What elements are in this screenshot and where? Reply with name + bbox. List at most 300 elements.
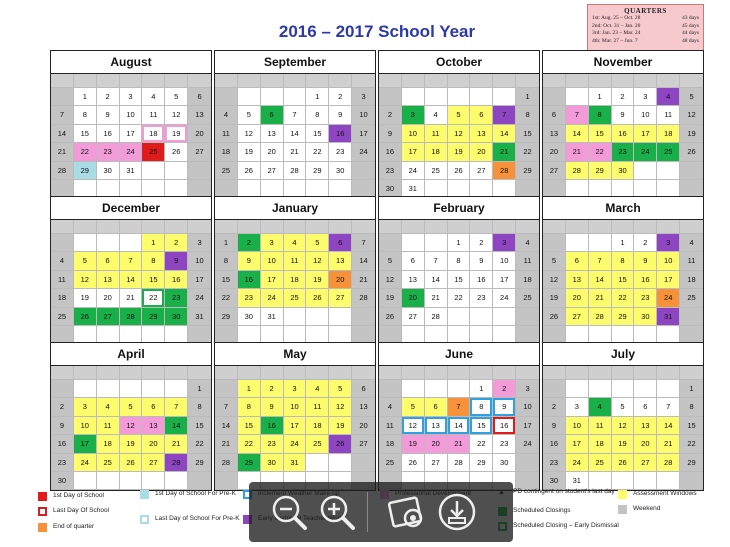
- day-cell: 2: [97, 88, 120, 106]
- day-cell: 18: [425, 143, 448, 161]
- day-cell: 29: [612, 308, 635, 326]
- day-cell: 21: [215, 435, 238, 453]
- month-name: January: [215, 197, 375, 220]
- day-cell: 18: [284, 271, 307, 289]
- weekday-header: [425, 220, 448, 234]
- empty-cell: [543, 88, 566, 106]
- day-cell: 21: [448, 435, 471, 453]
- day-cell: 23: [379, 162, 402, 180]
- day-cell: 29: [470, 454, 493, 472]
- weekday-header: [238, 220, 261, 234]
- day-cell: 31: [188, 308, 211, 326]
- empty-cell: [51, 88, 74, 106]
- day-cell: 5: [306, 234, 329, 252]
- weekday-header: [634, 366, 657, 380]
- month-grid: [379, 74, 539, 198]
- day-cell: 13: [470, 125, 493, 143]
- month-name: June: [379, 343, 539, 366]
- legend-swatch: [618, 505, 627, 514]
- month-january: [214, 196, 376, 345]
- day-cell: 3: [566, 398, 589, 416]
- day-cell: 2: [470, 234, 493, 252]
- weekday-header: [215, 220, 238, 234]
- empty-cell: [120, 472, 143, 490]
- download-icon: [435, 490, 479, 534]
- legend-label: End of quarter: [53, 523, 95, 530]
- quarter-row: [588, 23, 703, 31]
- day-cell: 8: [74, 106, 97, 124]
- weekday-header: [165, 220, 188, 234]
- empty-cell: [74, 234, 97, 252]
- day-cell: 2: [329, 88, 352, 106]
- day-cell: 11: [379, 417, 402, 435]
- day-cell: 20: [188, 125, 211, 143]
- day-cell: 27: [566, 308, 589, 326]
- month-grid: [543, 74, 703, 198]
- day-cell: 16: [493, 417, 516, 435]
- day-cell: 24: [284, 435, 307, 453]
- day-cell: 5: [402, 398, 425, 416]
- day-cell: 27: [402, 308, 425, 326]
- day-cell: 15: [470, 417, 493, 435]
- day-cell: 13: [634, 417, 657, 435]
- weekday-header: [329, 220, 352, 234]
- month-name: September: [215, 51, 375, 74]
- day-cell: 27: [543, 162, 566, 180]
- day-cell: 30: [329, 162, 352, 180]
- day-cell: 13: [97, 271, 120, 289]
- day-cell: 21: [493, 143, 516, 161]
- day-cell: 9: [493, 398, 516, 416]
- legend-label: Last Day Of School: [53, 507, 109, 514]
- month-grid: [543, 220, 703, 344]
- day-cell: 26: [165, 143, 188, 161]
- day-cell: 28: [589, 308, 612, 326]
- day-cell: 4: [142, 88, 165, 106]
- day-cell: 17: [261, 271, 284, 289]
- day-cell: 18: [306, 417, 329, 435]
- empty-cell: [329, 454, 352, 472]
- empty-cell: [215, 88, 238, 106]
- day-cell: 15: [238, 417, 261, 435]
- empty-cell: [120, 380, 143, 398]
- day-cell: 27: [329, 289, 352, 307]
- day-cell: 19: [329, 417, 352, 435]
- day-cell: 21: [657, 435, 680, 453]
- day-cell: 29: [516, 162, 539, 180]
- empty-cell: [352, 308, 375, 326]
- day-cell: 25: [284, 289, 307, 307]
- page-title: 2016 – 2017 School Year: [278, 22, 476, 41]
- empty-cell: [634, 162, 657, 180]
- weekday-header: [612, 74, 635, 88]
- toolbar-separator: [367, 492, 368, 532]
- zoom-out-icon: [267, 490, 311, 534]
- day-cell: 27: [97, 308, 120, 326]
- day-cell: 25: [379, 454, 402, 472]
- weekday-header: [425, 366, 448, 380]
- day-cell: 25: [425, 162, 448, 180]
- day-cell: 22: [142, 289, 165, 307]
- month-grid: [379, 366, 539, 490]
- day-cell: 3: [188, 234, 211, 252]
- day-cell: 26: [74, 308, 97, 326]
- legend-label: Scheduled Closing – Early Dismissal: [513, 522, 619, 529]
- zoom-in-button[interactable]: [315, 490, 359, 534]
- month-name: March: [543, 197, 703, 220]
- day-cell: 24: [657, 289, 680, 307]
- day-cell: 11: [589, 417, 612, 435]
- empty-cell: [425, 234, 448, 252]
- day-cell: 3: [74, 398, 97, 416]
- day-cell: 1: [448, 234, 471, 252]
- day-cell: 13: [329, 252, 352, 270]
- day-cell: 9: [470, 252, 493, 270]
- weekday-header: [97, 74, 120, 88]
- weekday-header: [516, 220, 539, 234]
- day-cell: 10: [516, 398, 539, 416]
- empty-cell: [352, 454, 375, 472]
- month-september: [214, 50, 376, 199]
- day-cell: 17: [352, 125, 375, 143]
- weekday-header: [448, 366, 471, 380]
- empty-cell: [634, 472, 657, 490]
- day-cell: 27: [188, 143, 211, 161]
- day-cell: 16: [634, 271, 657, 289]
- day-cell: 30: [543, 472, 566, 490]
- weekday-header: [470, 366, 493, 380]
- day-cell: 30: [634, 308, 657, 326]
- day-cell: 20: [402, 289, 425, 307]
- day-cell: 3: [634, 88, 657, 106]
- month-november: [542, 50, 704, 199]
- legend-label: Weekend: [633, 505, 661, 512]
- day-cell: 18: [680, 271, 703, 289]
- weekday-header: [516, 74, 539, 88]
- day-cell: 7: [425, 252, 448, 270]
- weekday-header: [379, 366, 402, 380]
- day-cell: 5: [448, 106, 471, 124]
- day-cell: 4: [379, 398, 402, 416]
- quarter-label: 3rd: Jan. 23 – Mar. 24: [592, 30, 641, 36]
- day-cell: 29: [74, 162, 97, 180]
- weekday-header: [238, 366, 261, 380]
- empty-cell: [493, 308, 516, 326]
- weekday-header: [402, 74, 425, 88]
- day-cell: 30: [238, 308, 261, 326]
- weekday-header: [566, 74, 589, 88]
- day-cell: 12: [120, 417, 143, 435]
- day-cell: 16: [470, 271, 493, 289]
- day-cell: 20: [543, 143, 566, 161]
- month-name: July: [543, 343, 703, 366]
- empty-cell: [188, 162, 211, 180]
- day-cell: 31: [261, 308, 284, 326]
- quarter-row: [588, 38, 703, 46]
- day-cell: 20: [425, 435, 448, 453]
- legend-swatch: [140, 490, 149, 499]
- weekday-header: [352, 220, 375, 234]
- empty-cell: [516, 308, 539, 326]
- day-cell: 21: [51, 143, 74, 161]
- day-cell: 8: [188, 398, 211, 416]
- day-cell: 15: [142, 271, 165, 289]
- day-cell: 6: [402, 252, 425, 270]
- day-cell: 5: [329, 380, 352, 398]
- day-cell: 6: [329, 234, 352, 252]
- day-cell: 23: [612, 143, 635, 161]
- weekday-header: [634, 74, 657, 88]
- quarter-days: 48 days: [682, 37, 699, 44]
- day-cell: 24: [634, 143, 657, 161]
- day-cell: 14: [657, 417, 680, 435]
- day-cell: 7: [120, 252, 143, 270]
- day-cell: 10: [284, 398, 307, 416]
- day-cell: 28: [51, 162, 74, 180]
- empty-cell: [352, 162, 375, 180]
- day-cell: 24: [352, 143, 375, 161]
- weekday-header: [448, 220, 471, 234]
- day-cell: 8: [238, 398, 261, 416]
- zoom-out-button[interactable]: [267, 490, 311, 534]
- day-cell: 14: [284, 125, 307, 143]
- day-cell: 2: [51, 398, 74, 416]
- month-october: [378, 50, 540, 199]
- month-name: February: [379, 197, 539, 220]
- day-cell: 22: [306, 143, 329, 161]
- day-cell: 24: [566, 454, 589, 472]
- day-cell: 18: [657, 125, 680, 143]
- month-name: December: [51, 197, 211, 220]
- legend-label: Last Day of School For Pre-K: [155, 515, 240, 522]
- empty-cell: [165, 162, 188, 180]
- day-cell: 23: [543, 454, 566, 472]
- day-cell: 14: [493, 125, 516, 143]
- weekday-header: [51, 220, 74, 234]
- day-cell: 1: [306, 88, 329, 106]
- day-cell: 15: [74, 125, 97, 143]
- day-cell: 25: [215, 162, 238, 180]
- weekday-header: [680, 74, 703, 88]
- day-cell: 16: [379, 143, 402, 161]
- empty-cell: [634, 380, 657, 398]
- weekday-header: [74, 220, 97, 234]
- weekday-header: [493, 74, 516, 88]
- day-cell: 15: [589, 125, 612, 143]
- empty-cell: [543, 380, 566, 398]
- day-cell: 27: [352, 435, 375, 453]
- empty-cell: [74, 472, 97, 490]
- day-cell: 19: [238, 143, 261, 161]
- empty-cell: [657, 162, 680, 180]
- day-cell: 10: [657, 252, 680, 270]
- day-cell: 6: [634, 398, 657, 416]
- day-cell: 27: [142, 454, 165, 472]
- day-cell: 14: [425, 271, 448, 289]
- day-cell: 3: [352, 88, 375, 106]
- weekday-header: [120, 220, 143, 234]
- month-may: [214, 342, 376, 491]
- day-cell: 1: [612, 234, 635, 252]
- empty-cell: [543, 234, 566, 252]
- day-cell: 25: [97, 454, 120, 472]
- weekday-header: [142, 220, 165, 234]
- day-cell: 30: [165, 308, 188, 326]
- day-cell: 17: [188, 271, 211, 289]
- quarter-row: [588, 30, 703, 38]
- day-cell: 5: [379, 252, 402, 270]
- day-cell: 28: [425, 308, 448, 326]
- day-cell: 29: [680, 454, 703, 472]
- day-cell: 5: [74, 252, 97, 270]
- day-cell: 26: [680, 143, 703, 161]
- day-cell: 1: [470, 380, 493, 398]
- day-cell: 26: [402, 454, 425, 472]
- day-cell: 17: [634, 125, 657, 143]
- empty-cell: [306, 308, 329, 326]
- weekday-header: [657, 74, 680, 88]
- day-cell: 7: [493, 106, 516, 124]
- legend-label: Assessment Windows: [633, 490, 697, 497]
- day-cell: 1: [188, 380, 211, 398]
- day-cell: 23: [238, 289, 261, 307]
- day-cell: 21: [165, 435, 188, 453]
- weekday-header: [657, 220, 680, 234]
- empty-cell: [284, 308, 307, 326]
- day-cell: 20: [261, 143, 284, 161]
- weekday-header: [402, 220, 425, 234]
- day-cell: 17: [284, 417, 307, 435]
- day-cell: 15: [680, 417, 703, 435]
- day-cell: 19: [74, 289, 97, 307]
- weekday-header: [74, 74, 97, 88]
- weekday-header: [470, 74, 493, 88]
- weekday-header: [612, 220, 635, 234]
- day-cell: 24: [188, 289, 211, 307]
- day-cell: 22: [448, 289, 471, 307]
- weekday-header: [188, 74, 211, 88]
- month-grid: [51, 74, 211, 198]
- day-cell: 6: [543, 106, 566, 124]
- empty-cell: [470, 88, 493, 106]
- weekday-header: [261, 74, 284, 88]
- day-cell: 9: [97, 106, 120, 124]
- month-grid: [215, 220, 375, 344]
- day-cell: 31: [657, 308, 680, 326]
- day-cell: 3: [284, 380, 307, 398]
- weekday-header: [680, 366, 703, 380]
- empty-cell: [329, 308, 352, 326]
- weekday-header: [51, 366, 74, 380]
- day-cell: 27: [470, 162, 493, 180]
- day-cell: 29: [589, 162, 612, 180]
- day-cell: 11: [657, 106, 680, 124]
- day-cell: 22: [215, 289, 238, 307]
- day-cell: 27: [634, 454, 657, 472]
- day-cell: 1: [238, 380, 261, 398]
- day-cell: 10: [493, 252, 516, 270]
- quarter-row: [588, 15, 703, 23]
- day-cell: 9: [238, 252, 261, 270]
- day-cell: 4: [215, 106, 238, 124]
- day-cell: 3: [516, 380, 539, 398]
- weekday-header: [657, 366, 680, 380]
- day-cell: 13: [566, 271, 589, 289]
- day-cell: 7: [448, 398, 471, 416]
- empty-cell: [51, 234, 74, 252]
- day-cell: 19: [543, 289, 566, 307]
- day-cell: 12: [379, 271, 402, 289]
- weekday-header: [238, 74, 261, 88]
- weekday-header: [493, 220, 516, 234]
- day-cell: 23: [261, 435, 284, 453]
- day-cell: 17: [120, 125, 143, 143]
- empty-cell: [51, 380, 74, 398]
- image-view-button[interactable]: [385, 490, 429, 534]
- download-button[interactable]: [435, 490, 479, 534]
- weekday-header: [97, 220, 120, 234]
- day-cell: 22: [680, 435, 703, 453]
- zoom-in-icon: [315, 490, 359, 534]
- weekday-header: [74, 366, 97, 380]
- day-cell: 30: [261, 454, 284, 472]
- day-cell: 20: [97, 289, 120, 307]
- empty-cell: [306, 454, 329, 472]
- day-cell: 17: [493, 271, 516, 289]
- month-grid: [51, 366, 211, 490]
- day-cell: 8: [448, 252, 471, 270]
- weekday-header: [680, 220, 703, 234]
- weekday-header: [284, 220, 307, 234]
- day-cell: 16: [238, 271, 261, 289]
- day-cell: 28: [284, 162, 307, 180]
- day-cell: 15: [516, 125, 539, 143]
- empty-cell: [165, 380, 188, 398]
- month-december: [50, 196, 212, 345]
- day-cell: 2: [543, 398, 566, 416]
- day-cell: 23: [493, 435, 516, 453]
- day-cell: 16: [51, 435, 74, 453]
- day-cell: 1: [142, 234, 165, 252]
- day-cell: 26: [379, 308, 402, 326]
- weekday-header: [589, 220, 612, 234]
- day-cell: 22: [612, 289, 635, 307]
- day-cell: 4: [680, 234, 703, 252]
- day-cell: 24: [516, 435, 539, 453]
- quarter-label: 1st: Aug. 25 – Oct. 28: [592, 15, 641, 21]
- empty-cell: [97, 234, 120, 252]
- day-cell: 21: [589, 289, 612, 307]
- day-cell: 6: [352, 380, 375, 398]
- empty-cell: [493, 88, 516, 106]
- weekday-header: [379, 74, 402, 88]
- day-cell: 10: [188, 252, 211, 270]
- empty-cell: [680, 162, 703, 180]
- day-cell: 14: [448, 417, 471, 435]
- empty-cell: [379, 380, 402, 398]
- day-cell: 11: [680, 252, 703, 270]
- day-cell: 28: [566, 162, 589, 180]
- day-cell: 20: [470, 143, 493, 161]
- weekday-header: [634, 220, 657, 234]
- month-august: [50, 50, 212, 199]
- day-cell: 20: [634, 435, 657, 453]
- day-cell: 15: [215, 271, 238, 289]
- day-cell: 19: [165, 125, 188, 143]
- legend-swatch: [618, 490, 627, 499]
- day-cell: 18: [142, 125, 165, 143]
- day-cell: 11: [97, 417, 120, 435]
